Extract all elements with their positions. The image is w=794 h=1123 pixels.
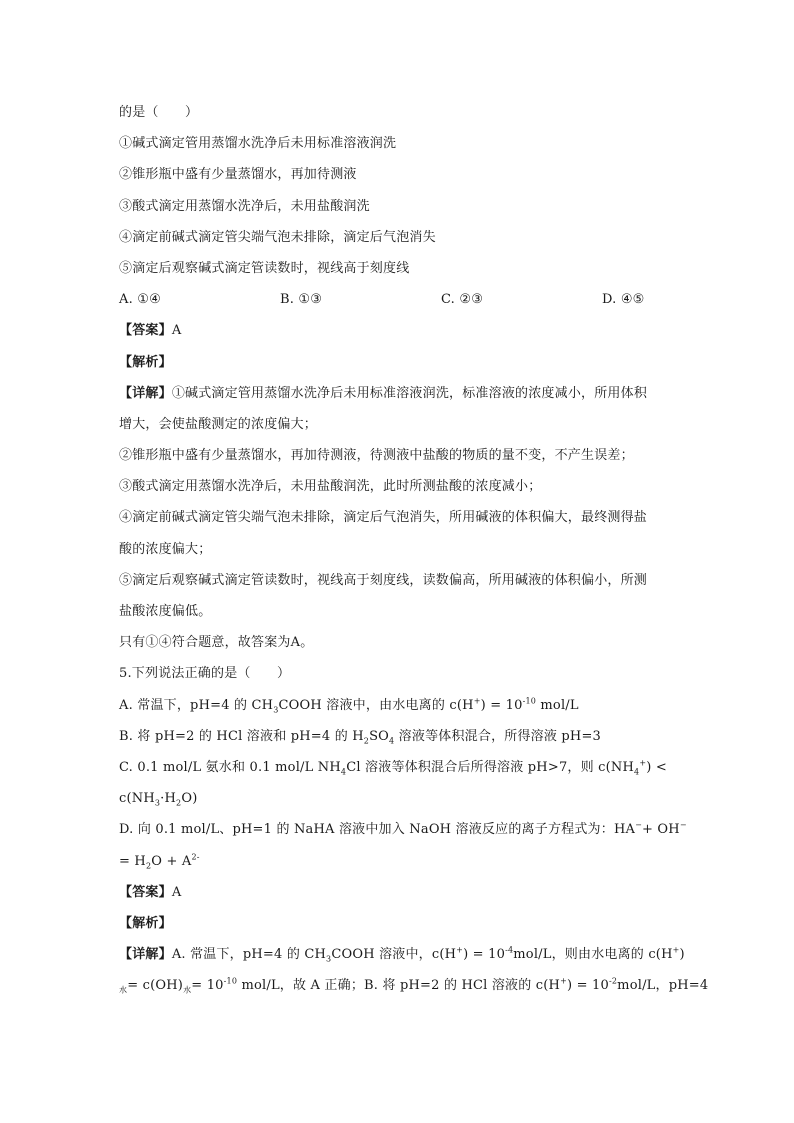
detail-tag: 【详解】 <box>119 947 172 963</box>
detail-line: ②锥形瓶中盛有少量蒸馏水，再加待测液，待测液中盐酸的物质的量不变，不产生误差； <box>119 448 634 464</box>
condition-item-4: ④滴定前碱式滴定管尖端气泡未排除，滴定后气泡消失 <box>119 229 436 245</box>
condition-item-2: ②锥形瓶中盛有少量蒸馏水，再加待测液 <box>119 167 357 183</box>
answer-tag: 【答案】 <box>119 323 172 339</box>
q5-option-d: D. 向 0.1 mol/L、pH=1 的 NaHA 溶液中加入 NaOH 溶液反应的离子方程式为：HA−+ OH− <box>119 820 687 838</box>
answer-options <box>119 288 679 319</box>
q5-option-a: A. 常温下，pH=4 的 $CH_3COOH$ 溶液中，由水电离的 $c(H^+) = 10^{-10}$ mol/L <box>119 696 579 715</box>
option-d: D. ④⑤ <box>602 292 645 308</box>
question-stem-tail: 的是（ ） <box>119 105 199 120</box>
conclusion-line: 只有①④符合题意，故答案为A。 <box>119 635 314 651</box>
detail-line: ③酸式滴定用蒸馏水洗净后，未用盐酸润洗，此时所测盐酸的浓度减小； <box>119 479 542 495</box>
detail-line: 酸的浓度偏大； <box>119 541 212 557</box>
answer-value: A <box>171 884 182 900</box>
q5-option-c: C. 0.1 mol/L 氨水和 0.1 mol/L $NH_4Cl$ 溶液等体积混合后所得溶液 pH>7，则 $c(NH_4^+)$ < <box>119 758 667 777</box>
detail-line: 【详解】①碱式滴定管用蒸馏水洗净后未用标准溶液润洗，标准溶液的浓度减小，所用体积 <box>119 385 648 401</box>
analysis-tag: 【解析】 <box>119 354 172 370</box>
q5-option-b: B. 将 pH=2 的 HCl 溶液和 pH=4 的 $H_2SO_4$ 溶液等体积混合，所得溶液 pH=3 <box>119 728 602 746</box>
detail-line: ⑤滴定后观察碱式滴定管读数时，视线高于刻度线，读数偏高，所用碱液的体积偏小，所测 <box>119 572 648 588</box>
q5-option-c-cont: $c(NH_3\cdot H_2O)$ <box>119 791 198 808</box>
q5-analysis-tag: 【解析】 <box>119 915 172 931</box>
page-content <box>119 101 709 1005</box>
answer-value: A <box>171 323 182 339</box>
q5-detail-line: 【详解】A. 常温下，pH=4 的 $CH_3COOH$ 溶液中，$c(H^+) = 10^{-4}mol/L$，则由水电离的 c(H+) <box>119 945 685 964</box>
answer-line <box>119 319 679 350</box>
option-c: C. ②③ <box>441 292 484 308</box>
detail-line: 盐酸浓度偏低。 <box>119 604 212 619</box>
q5-answer-line <box>119 881 679 912</box>
condition-item-1: ①碱式滴定管用蒸馏水洗净后未用标准溶液润洗 <box>119 136 397 152</box>
q5-detail-line: $_水= c(OH)_水= 10^{-10}$ mol/L，故 A 正确；B. 将 pH=2 的 HCl 溶液的 $c(H^+) = 10^{-2}mol/L$，pH=4 <box>119 976 709 995</box>
option-a: A. ①④ <box>119 292 161 308</box>
answer-tag: 【答案】 <box>119 884 172 900</box>
detail-line: 增大，会使盐酸测定的浓度偏大； <box>119 416 318 432</box>
q5-option-d-cont: = $H_2O + A^{2-}$ <box>119 852 200 871</box>
condition-item-5: ⑤滴定后观察碱式滴定管读数时，视线高于刻度线 <box>119 260 410 276</box>
option-b: B. ①③ <box>280 292 323 308</box>
detail-line: ④滴定前碱式滴定管尖端气泡未排除，滴定后气泡消失，所用碱液的体积偏大，最终测得盐 <box>119 510 648 526</box>
question-title: 5.下列说法正确的是（ ） <box>119 666 291 682</box>
detail-tag: 【详解】 <box>119 385 172 401</box>
condition-item-3: ③酸式滴定用蒸馏水洗净后，未用盐酸润洗 <box>119 198 370 214</box>
